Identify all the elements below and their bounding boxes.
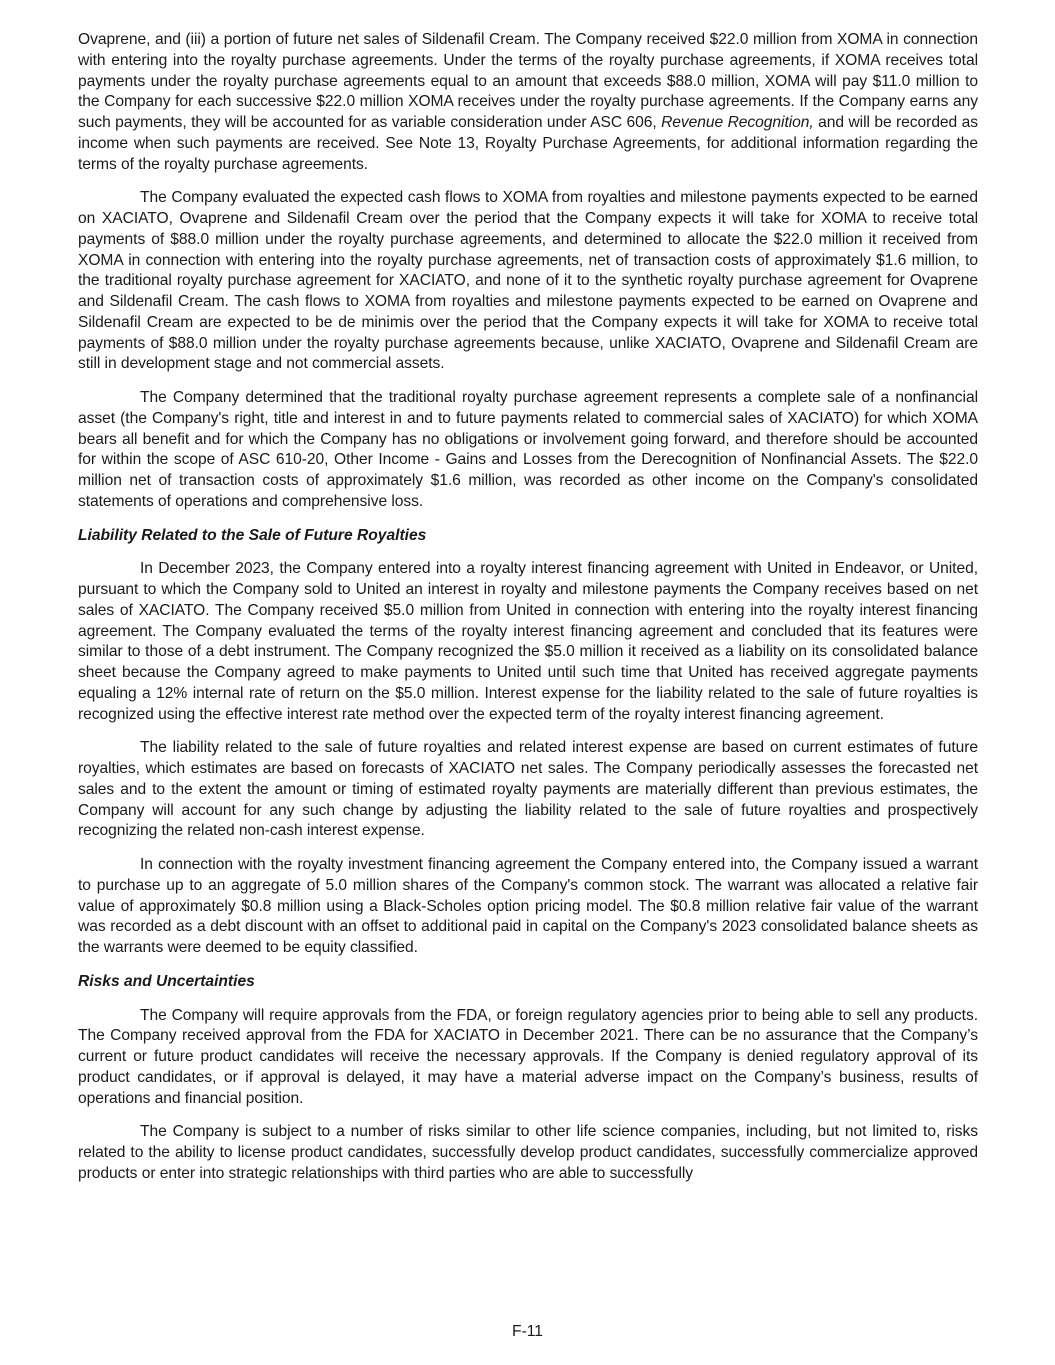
paragraph-complete-sale-determination: The Company determined that the traditional royalty purchase agreement represents a complete sale of a nonfinancial asset (the Company's right, title and interest in and to future payments related to commercial sales of XACIATO) for which XOMA bears all benefit and for which the Company has no obligations or involvement going forward, and therefore should be accounted for within the scope of ASC 610-20, Other Income - Gains and Losses from the Derecognition of Nonfinancial Assets. The $22.0 million net of transaction costs of approximately $1.6 million, was recorded as other income on the Company's consolidated statements of operations and comprehensive loss.: [78, 389, 978, 510]
paragraph-royalty-interest-financing: In December 2023, the Company entered into a royalty interest financing agreement with United in Endeavor, or United, pursuant to which the Company sold to United an interest in royalty and milestone payments the Company receives based on net sales of XACIATO. The Company received $5.0 million from United in connection with entering into the royalty interest financing agreement. The Company evaluated the terms of the royalty interest financing agreement and concluded that its features were similar to those of a debt instrument. The Company recognized the $5.0 million it received as a liability on its consolidated balance sheet because the Company agreed to make payments to United until such time that United has received aggregate payments equaling a 12% internal rate of return on the $5.0 million. Interest expense for the liability related to the sale of future royalties is recognized using the effective interest rate method over the expected term of the royalty interest financing agreement.: [78, 560, 978, 723]
paragraph-liability-estimates: The liability related to the sale of future royalties and related interest expense are based on current estimates of future royalties, which estimates are based on forecasts of XACIATO net sales. The Company periodically assesses the forecasted net sales and to the extent the amount or timing of estimated royalty payments are materially different than previous estimates, the Company will account for any such change by adjusting the liability related to the sale of future royalties and prospectively recognizing the related non-cash interest expense.: [78, 739, 978, 840]
paragraph-text: and will be recorded as income when such payments are received. See Note 13, Royalty Purchase Agreements, for additional information regarding the terms of the royalty purchase agreements.: [78, 114, 978, 173]
paragraph-royalty-purchase-continuation: [78, 30, 978, 175]
section-heading-liability: Liability Related to the Sale of Future Royalties: [78, 526, 427, 544]
document-page: [78, 30, 978, 1198]
paragraph-warrant: In connection with the royalty investment financing agreement the Company entered into, the Company issued a warrant to purchase up to an aggregate of 5.0 million shares of the Company's common stock. The warrant was allocated a relative fair value of approximately $0.8 million using a Black-Scholes option pricing model. The $0.8 million relative fair value of the warrant was recorded as a debt discount with an offset to additional paid in capital on the Company's 2023 consolidated balance sheets as the warrants were deemed to be equity classified.: [78, 856, 978, 956]
paragraph-regulatory-approvals: The Company will require approvals from the FDA, or foreign regulatory agencies prior to being able to sell any products. The Company received approval from the FDA for XACIATO in December 2021. There can be no assurance that the Company’s current or future product candidates will receive the necessary approvals. If the Company is denied regulatory approval of its product candidates, or if approval is delayed, it may have a material adverse impact on the Company’s business, results of operations and financial position.: [78, 1006, 978, 1107]
section-heading-risks: Risks and Uncertainties: [78, 972, 255, 990]
paragraph-text: Ovaprene, and (iii) a portion of future net sales of Sildenafil Cream. The Company received $22.0 million from XOMA in connection with entering into the royalty purchase agreements. Under the terms of the royalty purchase agreements, if XOMA receives total payments under the royalty purchase agreements equal to an amount that exceeds $88.0 million, XOMA will pay $11.0 million to the Company for each successive $22.0 million XOMA receives under the royalty purchase agreements. If the Company earns any such payments, they will be accounted for as variable consideration under ASC 606,: [78, 31, 978, 131]
page-number: F-11: [512, 1323, 543, 1340]
paragraph-cash-flow-evaluation: The Company evaluated the expected cash flows to XOMA from royalties and milestone payments expected to be earned on XACIATO, Ovaprene and Sildenafil Cream over the period that the Company expects it will take for XOMA to receive total payments of $88.0 million under the royalty purchase agreements, and determined to allocate the $22.0 million it received from XOMA in connection with entering into the royalty purchase agreements, net of transaction costs of approximately $1.6 million, to the traditional royalty purchase agreement for XACIATO, and none of it to the synthetic royalty purchase agreement for Ovaprene and Sildenafil Cream. The cash flows to XOMA from royalties and milestone payments expected to be earned on Ovaprene and Sildenafil Cream are expected to be de minimis over the period that the Company expects it will take for XOMA to receive total payments of $88.0 million under the royalty purchase agreements because, unlike XACIATO, Ovaprene and Sildenafil Cream are still in development stage and not commercial assets.: [78, 189, 978, 373]
paragraph-life-science-risks: The Company is subject to a number of risks similar to other life science companies, including, but not limited to, risks related to the ability to license product candidates, successfully develop product candidates, successfully commercialize approved products or enter into strategic relationships with third parties who are able to successfully: [78, 1123, 978, 1182]
revenue-recognition-italic: Revenue Recognition,: [661, 114, 814, 131]
